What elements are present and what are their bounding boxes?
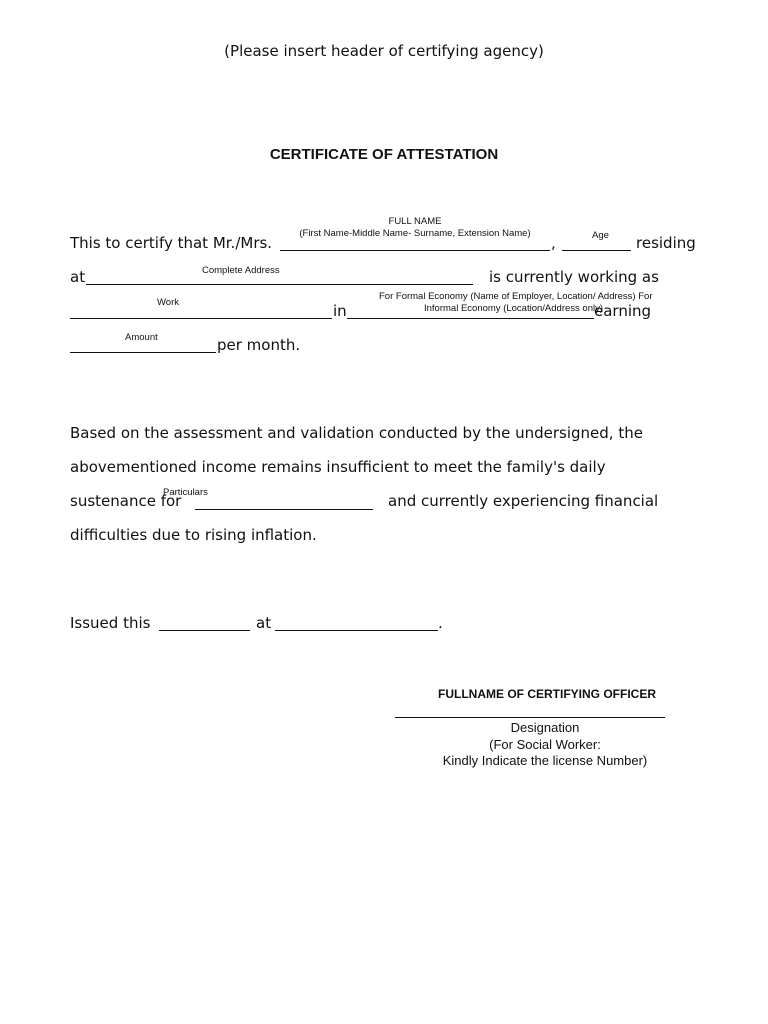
sustenance-text: sustenance for [70, 492, 182, 510]
social-worker-note: (For Social Worker: [489, 737, 601, 752]
employer-hint-line1: For Formal Economy (Name of Employer, Location/ Address) For [379, 291, 653, 302]
working-as-text: is currently working as [489, 268, 659, 286]
in-text: in [333, 302, 347, 320]
residing-text: residing [636, 234, 696, 252]
particulars-blank[interactable] [195, 509, 373, 510]
per-month-text: per month. [217, 336, 301, 354]
amount-blank[interactable] [70, 352, 216, 353]
age-hint: Age [592, 230, 609, 241]
employer-hint-line2: Informal Economy (Location/Address only) [424, 303, 603, 314]
work-hint: Work [157, 297, 179, 308]
license-number-note: Kindly Indicate the license Number) [442, 753, 648, 768]
assessment-line2: abovementioned income remains insufficient to meet the family's daily [70, 458, 606, 476]
particulars-hint: Particulars [163, 487, 208, 498]
employer-blank[interactable] [347, 318, 594, 319]
financial-text: and currently experiencing financial [388, 492, 659, 510]
earning-text: earning [594, 302, 652, 320]
issued-at-text: at [256, 614, 272, 632]
work-blank[interactable] [70, 318, 332, 319]
fullname-blank[interactable] [280, 250, 550, 251]
issued-period: . [438, 614, 443, 632]
certificate-title: CERTIFICATE OF ATTESTATION [269, 146, 499, 163]
address-blank[interactable] [86, 284, 473, 285]
comma-text: , [551, 234, 556, 252]
certifying-officer-name: FULLNAME OF CERTIFYING OFFICER [438, 687, 656, 701]
agency-header: (Please insert header of certifying agency) [224, 42, 544, 60]
assessment-line1: Based on the assessment and validation conducted by the undersigned, the [70, 424, 643, 442]
certify-intro-text: This to certify that Mr./Mrs. [70, 234, 273, 252]
fullname-hint-label: FULL NAME [388, 216, 442, 227]
amount-hint: Amount [125, 332, 158, 343]
place-blank[interactable] [275, 630, 438, 631]
fullname-hint-detail: (First Name-Middle Name- Surname, Extension Name) [299, 228, 531, 239]
designation-label: Designation [510, 720, 580, 735]
inflation-text: difficulties due to rising inflation. [70, 526, 317, 544]
age-blank[interactable] [562, 250, 631, 251]
issued-this-text: Issued this [70, 614, 151, 632]
at-text: at [70, 268, 86, 286]
date-blank[interactable] [159, 630, 250, 631]
signature-line[interactable] [395, 717, 665, 718]
address-hint: Complete Address [202, 265, 280, 276]
